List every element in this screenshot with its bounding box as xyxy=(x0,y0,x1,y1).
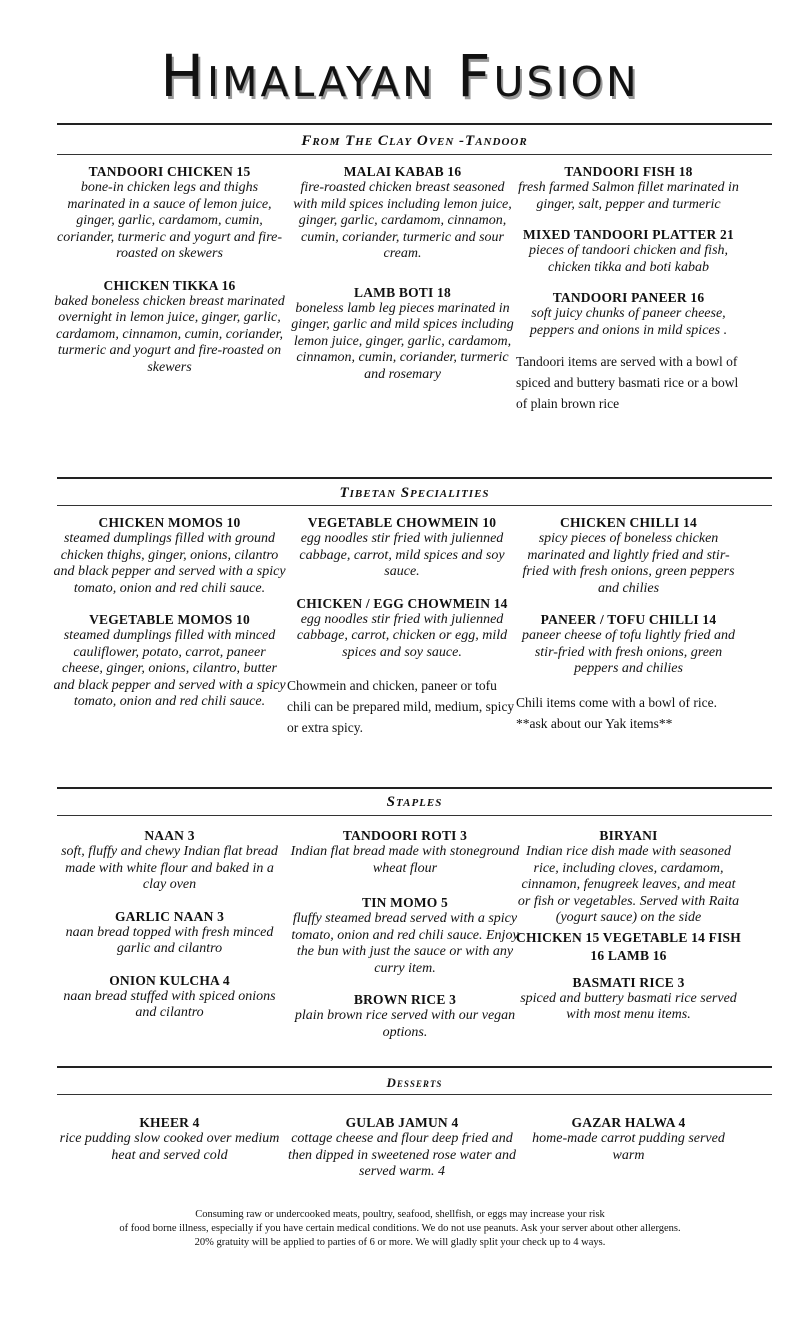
divider xyxy=(57,477,772,479)
item-desc: fresh farmed Salmon fillet marinated in ginger, salt, pepper and turmeric xyxy=(518,180,739,212)
tandoor-note: Tandoori items are served with a bowl of spiced and buttery basmati rice or a bowl of plain brown rice xyxy=(516,354,739,411)
tandoor-col-2 xyxy=(290,164,515,383)
item-name: CHICKEN TIKKA 16 xyxy=(103,277,236,293)
menu-item xyxy=(516,828,741,965)
footer-line: 20% gratuity will be applied to parties of 6 or more. We will gladly split your check up to 4 ways. xyxy=(194,1237,606,1248)
tibetan-col-3 xyxy=(516,515,741,734)
item-desc: egg noodles stir fried with julienned cabbage, carrot, mild spices and soy sauce. xyxy=(299,531,505,579)
item-desc: naan bread stuffed with spiced onions and cilantro xyxy=(63,988,276,1020)
footer-line: Consuming raw or undercooked meats, poultry, seafood, shellfish, or eggs may increase your risk xyxy=(195,1209,605,1220)
item-desc: egg noodles stir fried with julienned cabbage, carrot, chicken or egg, mild spices and soy sauce. xyxy=(296,611,508,660)
item-name: CHICKEN CHILLI 14 xyxy=(560,515,697,530)
item-name: TANDOORI PANEER 16 xyxy=(552,290,705,305)
divider xyxy=(57,123,772,125)
item-name: GARLIC NAAN 3 xyxy=(114,908,225,924)
tandoor-col-1 xyxy=(52,164,287,376)
item-name: GULAB JAMUN 4 xyxy=(345,1115,459,1130)
menu-item xyxy=(52,515,287,597)
divider xyxy=(57,787,772,789)
item-desc: baked boneless chicken breast marinated overnight in lemon juice, ginger, garlic, cardamom, cinnamon, cumin, coriander, turmeric and yogurt and fire-roasted on skewers xyxy=(54,293,285,375)
menu-item xyxy=(52,278,287,377)
item-desc: steamed dumplings filled with ground chicken thighs, ginger, onions, cilantro and black pepper and served with a spicy tomato, onion and red chili sauce. xyxy=(53,531,286,596)
menu-item xyxy=(516,1115,741,1164)
item-desc: fire-roasted chicken breast seasoned with mild spices including lemon juice, ginger, garlic, cardamom, cinnamon, cumin, coriander, turmeric and sour cream. xyxy=(293,180,512,261)
section-title-staples: Staples xyxy=(386,794,443,810)
divider xyxy=(57,1066,772,1068)
menu-item xyxy=(516,612,741,678)
menu-item xyxy=(52,828,287,894)
menu-item xyxy=(516,975,741,1024)
item-name: ONION KULCHA 4 xyxy=(109,972,230,988)
item-desc: pieces of tandoori chicken and fish, chicken tikka and boti kabab xyxy=(528,243,729,275)
item-desc: fluffy steamed bread served with a spicy tomato, onion and red chili sauce. Enjoy the bun with just the sauce or with any curry item. xyxy=(291,911,519,976)
item-desc: home-made carrot pudding served warm xyxy=(532,1131,725,1163)
item-name: GAZAR HALWA 4 xyxy=(571,1115,686,1130)
biryani-prices: CHICKEN 15 VEGETABLE 14 FISH 16 LAMB 16 xyxy=(516,929,741,963)
menu-item xyxy=(290,164,515,263)
item-name: VEGETABLE MOMOS 10 xyxy=(89,612,250,627)
menu-item xyxy=(290,992,520,1041)
staples-col-2 xyxy=(290,828,520,1041)
divider xyxy=(57,815,772,816)
item-name: TANDOORI ROTI 3 xyxy=(342,828,468,843)
item-name: BIRYANI xyxy=(599,828,658,843)
item-desc: steamed dumplings filled with minced cauliflower, potato, carrot, paneer cheese, ginger, onions, cilantro, butter and black pepper and served with a spicy tomato, onion and red chili sauce. xyxy=(53,628,286,709)
item-desc: Indian rice dish made with seasoned rice, including cloves, cardamom, cinnamon, fenugreek leaves, and meat or fish or vegetables. Served with Raita (yogurt sauce) on the side xyxy=(517,844,740,925)
footer-line: of food borne illness, especially if you have certain medical conditions. We do not use peanuts. Ask your server about other allergens. xyxy=(119,1223,681,1234)
item-desc: bone-in chicken legs and thighs marinated in a sauce of lemon juice, ginger, garlic, cardamom, cumin, coriander, turmeric and yogurt and fire-roasted on skewers xyxy=(56,180,282,261)
section-title-tibetan: Tibetan Specialities xyxy=(339,485,490,501)
item-name: KHEER 4 xyxy=(139,1115,200,1130)
item-desc: cottage cheese and flour deep fried and then dipped in sweetened rose water and served warm. 4 xyxy=(287,1131,517,1179)
desserts-col-2 xyxy=(287,1115,517,1181)
menu-item xyxy=(290,895,520,977)
menu-item xyxy=(287,596,517,662)
item-desc: Indian flat bread made with stoneground wheat flour xyxy=(290,844,520,876)
item-desc: soft juicy chunks of paneer cheese, peppers and onions in mild spices . xyxy=(529,306,728,338)
menu-item xyxy=(287,1115,517,1181)
tandoor-col-3 xyxy=(516,164,741,414)
menu-item xyxy=(516,164,741,213)
item-name: VEGETABLE CHOWMEIN 10 xyxy=(307,515,497,530)
item-desc: boneless lamb leg pieces marinated in ginger, garlic and mild spices including lemon juice, ginger, garlic, cardamom, cinnamon, cumin, coriander, turmeric and rosemary xyxy=(291,300,514,382)
chili-note: Chili items come with a bowl of rice. **ask about our Yak items** xyxy=(516,694,717,731)
item-desc: paneer cheese of tofu lightly fried and stir-fried with fresh onions, green peppers and chilies xyxy=(521,628,736,676)
item-name: CHICKEN MOMOS 10 xyxy=(98,515,241,530)
menu-item xyxy=(287,515,517,581)
item-desc: rice pudding slow cooked over medium heat and served cold xyxy=(59,1131,280,1163)
menu-item xyxy=(52,164,287,263)
item-name: MALAI KABAB 16 xyxy=(343,164,462,179)
item-name: BASMATI RICE 3 xyxy=(572,974,685,990)
item-desc: naan bread topped with fresh minced garlic and cilantro xyxy=(65,924,274,956)
item-desc: spicy pieces of boneless chicken marinated and lightly fried and stir-fried with fresh onions, green peppers and chilies xyxy=(522,531,735,596)
item-name: CHICKEN / EGG CHOWMEIN 14 xyxy=(296,595,508,611)
menu-item xyxy=(52,612,287,711)
section-title-tandoor: From The Clay Oven -Tandoor xyxy=(301,133,528,149)
menu-item xyxy=(290,285,515,384)
item-name: MIXED TANDOORI PLATTER 21 xyxy=(523,227,734,242)
menu-item xyxy=(290,828,520,877)
menu-item xyxy=(52,973,287,1022)
divider xyxy=(57,1094,772,1095)
tibetan-col-1 xyxy=(52,515,287,711)
menu-item xyxy=(516,515,741,597)
item-desc: soft, fluffy and chewy Indian flat bread made with white flour and baked in a clay oven xyxy=(61,844,278,892)
section-title-desserts: Desserts xyxy=(386,1075,443,1090)
item-name: BROWN RICE 3 xyxy=(353,992,457,1007)
menu-item xyxy=(52,909,287,958)
staples-col-1 xyxy=(52,828,287,1022)
desserts-col-1 xyxy=(52,1115,287,1164)
item-desc: plain brown rice served with our vegan options. xyxy=(294,1008,516,1040)
menu-item xyxy=(52,1115,287,1164)
item-name: TANDOORI CHICKEN 15 xyxy=(88,164,251,179)
desserts-col-3 xyxy=(516,1115,741,1164)
item-name: NAAN 3 xyxy=(144,828,195,843)
staples-col-3 xyxy=(516,828,741,1024)
item-name: PANEER / TOFU CHILLI 14 xyxy=(540,612,717,627)
divider xyxy=(57,154,772,155)
restaurant-title: Himalayan Fusion xyxy=(160,42,640,110)
tibetan-col-2 xyxy=(287,515,517,738)
menu-item xyxy=(516,227,741,276)
chowmein-note: Chowmein and chicken, paneer or tofu chili can be prepared mild, medium, spicy or extra spicy. xyxy=(287,678,515,735)
divider xyxy=(57,505,772,506)
footer-notice xyxy=(40,1208,760,1250)
item-name: LAMB BOTI 18 xyxy=(354,284,451,300)
item-desc: spiced and buttery basmati rice served with most menu items. xyxy=(520,990,737,1022)
menu-item xyxy=(516,290,741,339)
item-name: TANDOORI FISH 18 xyxy=(564,164,693,179)
item-name: TIN MOMO 5 xyxy=(362,895,448,910)
